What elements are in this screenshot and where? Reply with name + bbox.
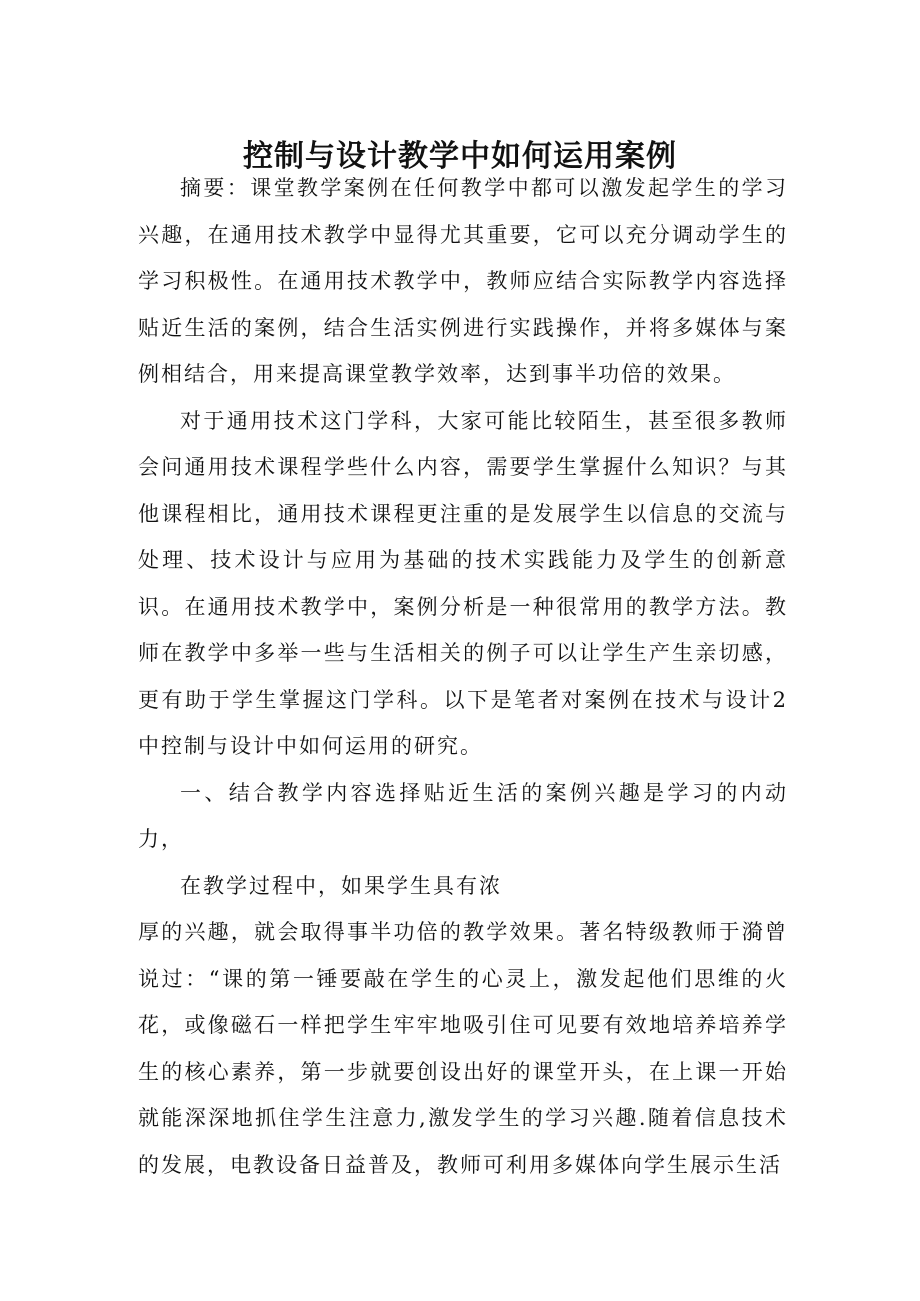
abstract-paragraph: 摘要：课堂教学案例在任何教学中都可以激发起学生的学习兴趣，在通用技术教学中显得尤其重要，它可以充分调动学生的学习积极性。在通用技术教学中，教师应结合实际教学内容选择贴近生活的案例，结合生活实例进行实践操作，并将多媒体与案例相结合，用来提高课堂教学效率，达到事半功倍的效果。 (138, 176, 788, 386)
intro-paragraph: 对于通用技术这门学科，大家可能比较陌生，甚至很多教师会问通用技术课程学些什么内容，需要学生掌握什么知识？与其他课程相比，通用技术课程更注重的是发展学生以信息的交流与处理、技术设计与应用为基础的技术实践能力及学生的创新意识。在通用技术教学中，案例分析是一种很常用的教学方法。教师在教学中多举一些与生活相关的例子可以让学生产生亲切感，更有助于学生掌握这门学科。以下是笔者对案例在技术与设计2中控制与设计中如何运用的研究。 (138, 408, 788, 758)
section-line-paragraph: 在教学过程中，如果学生具有浓 (180, 873, 502, 898)
section-body-paragraph: 厚的兴趣，就会取得事半功倍的教学效果。著名特级教师于漪曾说过：“课的第一锤要敲在学生的心灵上，激发起他们思维的火花，或像磁石一样把学生牢牢地吸引住可见要有效地培养培养学生的核心素养，第一步就要创设出好的课堂开头，在上课一开始就能深深地抓住学生注意力,激发学生的学习兴趣.随着信息技术的发展，电教设备日益普及，教师可利用多媒体向学生展示生活 (138, 920, 788, 1177)
document-body (138, 165, 788, 1188)
section-heading-paragraph: 一、结合教学内容选择贴近生活的案例兴趣是学习的内动力， (138, 780, 788, 851)
document-title: 控制与设计教学中如何运用案例 (243, 139, 677, 175)
